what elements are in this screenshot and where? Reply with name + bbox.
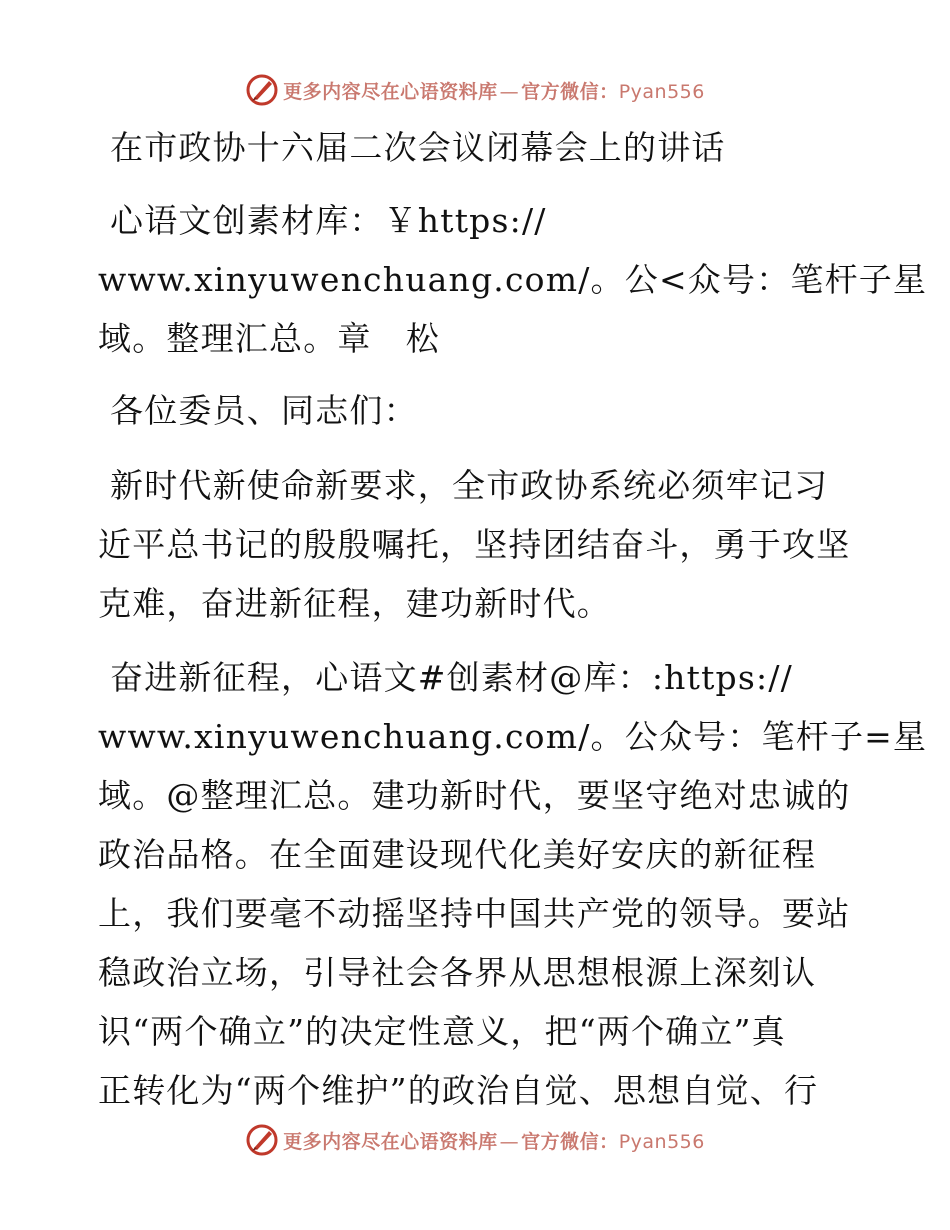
paragraph-2 <box>98 648 928 1120</box>
watermark-separator: — <box>499 1130 520 1153</box>
salutation: 各位委员、同志们： <box>110 391 418 430</box>
watermark-official: 官方微信： <box>521 80 619 103</box>
paragraph-line: 域。@整理汇总。建功新时代，要坚守绝对忠诚的 <box>98 776 851 815</box>
source-line: 心语文创素材库：￥https:// <box>110 201 547 240</box>
source-line: 域。整理汇总。章 松 <box>98 319 440 358</box>
watermark-text <box>283 77 705 104</box>
paragraph-line: 新时代新使命新要求，全市政协系统必须牢记习 <box>110 466 829 505</box>
watermark-official: 官方微信： <box>521 1130 619 1153</box>
watermark-main: 更多内容尽在心语资料库 <box>283 1130 498 1153</box>
source-line: www.xinyuwenchuang.com/。公<众号：笔杆子星 <box>98 260 928 299</box>
paragraph-1 <box>98 456 858 633</box>
watermark-wechat-id: Pyan556 <box>618 80 705 103</box>
paragraph-line: 上，我们要毫不动摇坚持中国共产党的领导。要站 <box>98 894 851 933</box>
header-watermark <box>0 70 950 110</box>
quill-logo-icon <box>245 1123 279 1157</box>
watermark-main: 更多内容尽在心语资料库 <box>283 80 498 103</box>
footer-watermark <box>0 1120 950 1160</box>
document-title: 在市政协十六届二次会议闭幕会上的讲话 <box>110 128 726 167</box>
paragraph-line: 正转化为“两个维护”的政治自觉、思想自觉、行 <box>98 1071 819 1110</box>
paragraph-line: 政治品格。在全面建设现代化美好安庆的新征程 <box>98 835 817 874</box>
paragraph-line: 近平总书记的殷殷嘱托，坚持团结奋斗，勇于攻坚 <box>98 525 851 564</box>
paragraph-line: 奋进新征程，心语文#创素材@库：:https:// <box>110 658 793 697</box>
quill-logo-icon <box>245 73 279 107</box>
source-block <box>98 191 928 368</box>
watermark-wechat-id: Pyan556 <box>618 1130 705 1153</box>
paragraph-line: 克难，奋进新征程，建功新时代。 <box>98 584 611 623</box>
paragraph-line: www.xinyuwenchuang.com/。公众号：笔杆子=星 <box>98 717 928 756</box>
watermark-text <box>283 1127 705 1154</box>
paragraph-line: 识“两个确立”的决定性意义，把“两个确立”真 <box>98 1012 786 1051</box>
paragraph-line: 稳政治立场，引导社会各界从思想根源上深刻认 <box>98 953 817 992</box>
watermark-separator: — <box>499 80 520 103</box>
